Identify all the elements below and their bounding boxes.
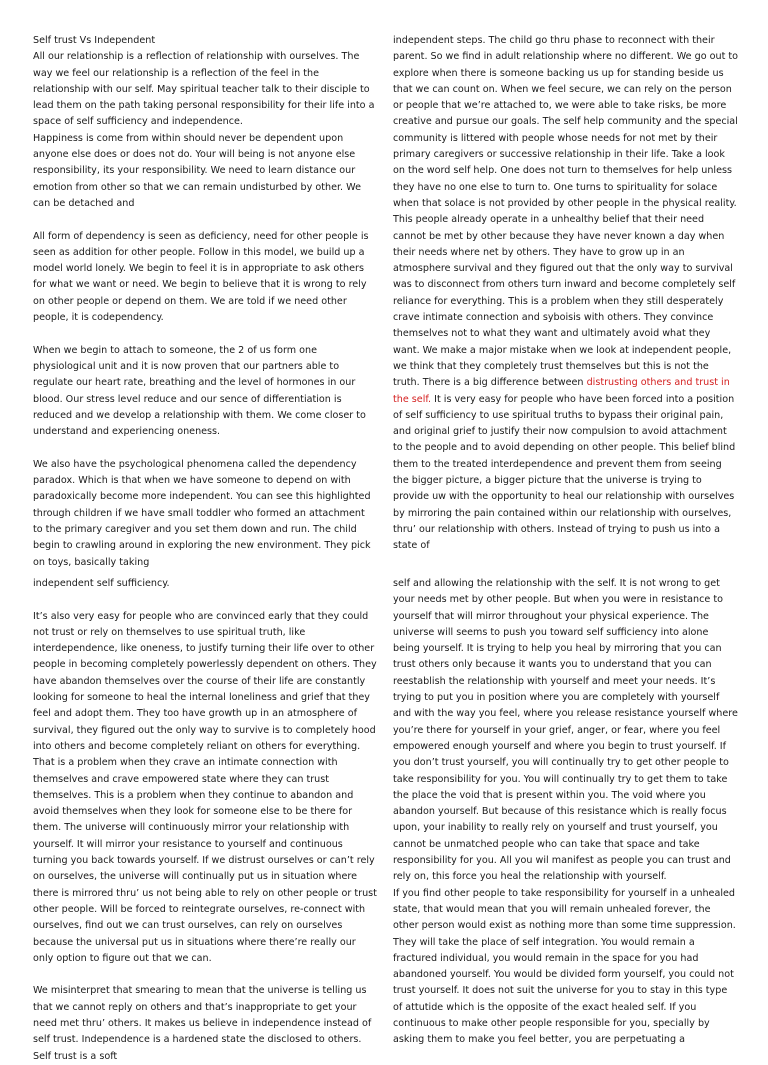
page-top (0, 33, 768, 568)
highlighted-phrase: distrusting others and trust in the self. (393, 377, 730, 405)
paragraph: self and allowing the relationship with the self. It is not wrong to get your needs met by other people. But when you were in resistance to yourself that will mirror throughout your physical experience. The universe will seems to push you toward self sufficiency into alone being yourself. It is trying to help you heal by mirroring that you can trust others only because it wants you to understand that you can reestablish the relationship with yourself and meet your needs. It’s trying to put you in position where you are completely with yourself and with the way you feel, where you release resistance yourself where you’re there for yourself in your grief, anger, or fear, where you feel empowered enough yourself and where you begin to trust yourself. If you don’t trust yourself, you will continually try to get other people to take responsibility for you. You will continually try to get them to take the place the void that is present within you. The void where you abandon yourself. But because of this resistance which is really focus upon, your inability to really rely on yourself and trust yourself, you cannot be unmatched people who can take that space and take responsibility for you. All you wil manifest as people you can trust and rely on, this force you heal the relationship with yourself. (393, 578, 738, 883)
document-title: Self trust Vs Independent (33, 35, 156, 46)
paragraph: All form of dependency is seen as deficiency, need for other people is seen as addition for other people. Follow in this model, we build up a model world lonely. We begin to feel it is in appropriate to ask others for what we want or need. We begin to believe that it is wrong to rely on other people or depend on them. We are told if we need other people, it is codependency. (33, 230, 369, 324)
page-bottom (0, 576, 768, 1062)
paragraph-text: It is very easy for people who have been forced into a position of self sufficiency to use spiritual truths to bypass their original pain, and original grief to justify their now compulsion to avoid attachment to the people and to avoid depending on other people. This belief blind them to the treated interdependence and prevent them from seeing the bigger picture, a bigger picture that the universe is trying to provide uw with the opportunity to heal our relationship with ourselves by mirroring the pain contained within our relationship with ourselves, thru’ our relationship with others. Instead of trying to push us into a state of (393, 393, 736, 552)
paragraph: All our relationship is a reflection of relationship with ourselves. The way we feel our relationship is a reflection of the feel in the relationship with our self. May spiritual teacher talk to their disciple to lead them on the path taking personal responsibility for their life into a space of self sufficiency and independence. (33, 51, 375, 128)
paragraph: We misinterpret that smearing to mean that the universe is telling us that we cannot reply on others and that’s inappropriate to get your need met thru’ others. It makes us believe in independence instead of self trust. Independence is a hardened state the disclosed to others. Self trust is a soft (33, 985, 372, 1062)
paragraph: Happiness is come from within should never be dependent upon anyone else does or does not do. Your will being is not anyone else responsibility, its your responsibility. We need to learn distance our emotion from other so that we can remain undisturbed by other. We can be detached and (33, 132, 361, 209)
column-left-bottom (33, 576, 377, 1062)
paragraph: When we begin to attach to someone, the 2 of us form one physiological unit and it is now proven that our partners able to regulate our heart rate, breathing and the level of hormones in our blood. Our stress level reduce and our sence of differentiation is reduced and we develop a relationship with them. We come closer to understand and experiencing oneness. (33, 344, 366, 438)
paragraph-text: independent steps. The child go thru phase to reconnect with their parent. So we find in adult relationship where no different. We go out to explore when there is someone backing us up for standing beside us that we can count on. When we feel secure, we can rely on the person or people that we’re attached to, we were able to take risks, be more creative and pursue our goals. The self help community and the special community is littered with people whose needs for not met by their primary caregivers or successive relationship in their life. Take a look on the word self help. One does not turn to themselves for help unless they have no one else to turn to. One turns to spirituality for solace when that solace is not provided by other people in the physical reality. This people already operate in a unhealthy belief that their need cannot be met by other because they have never known a day when their needs where net by others. They have to grow up in an atmosphere survival and they figured out that the only way to survival was to disconnect from others turn inward and become completely self reliance for everything. This is a problem when they still desperately crave intimate connection and syboisis with others. They convince themselves not to what they want and ultimately avoid what they want. We make a major mistake when we look at independent people, we think that they completely trust themselves but this is not the truth. There is a big difference between (393, 35, 739, 389)
column-left-top (33, 33, 377, 568)
paragraph: We also have the psychological phenomena called the dependency paradox. Which is that when we have someone to depend on with paradoxically become more independent. You can see this highlighted through children if we have small toddler who formed an attachment to the primary caregiver and you set them down and run. The child begin to crawling around in exploring the new environment. They pick on toys, basically taking (33, 458, 371, 568)
paragraph: It’s also very easy for people who are convinced early that they could not trust or rely on themselves to use spiritual truth, like interdependence, like oneness, to justify turning their life over to other people in becoming completely powerlessly dependent on others. They have abandon themselves over the course of their life are constantly looking for someone to heal the internal loneliness and grief that they feel and adopt them. They too have growth up in an atmosphere of survival, they figured out the only way to survive is to completely hood into others and become completely reliant on others for everything. That is a problem when they crave an intimate connection with themselves and crave empowered state where they can trust themselves. This is a problem when they continue to abandon and avoid themselves when they look for someone else to be there for them. The universe will continuously mirror your relationship with yourself. It will mirror your resistance to yourself and continuous turning you back towards yourself. If we distrust ourselves or can’t rely on ourselves, the universe will continually put us in situation where there is mirrored thru’ us not being able to rely on other people or trust other people. Will be forced to reintegrate ourselves, re-connect with ourselves, find out we can trust ourselves, can rely on ourselves because the universal put us in situations where there’re really our only option to figure out that we can. (33, 610, 377, 964)
column-right-bottom (393, 576, 738, 1046)
paragraph: independent self sufficiency. (33, 578, 170, 589)
paragraph (393, 33, 738, 555)
column-right-top (393, 33, 739, 552)
paragraph: If you find other people to take responsibility for yourself in a unhealed state, that would mean that you will remain unhealed forever, the other person would exist as nothing more than some time suppression. They will take the place of self integration. You would remain a fractured individual, you would remain in the space for you had abandoned yourself. You would be divided form yourself, you could not trust yourself. It does not suit the universe for you to stay in this type of attutide which is the opposite of the exact healed self. If you continuous to make other people responsible for you, specially by asking them to make you feel better, you are perpetuating a (393, 887, 736, 1046)
